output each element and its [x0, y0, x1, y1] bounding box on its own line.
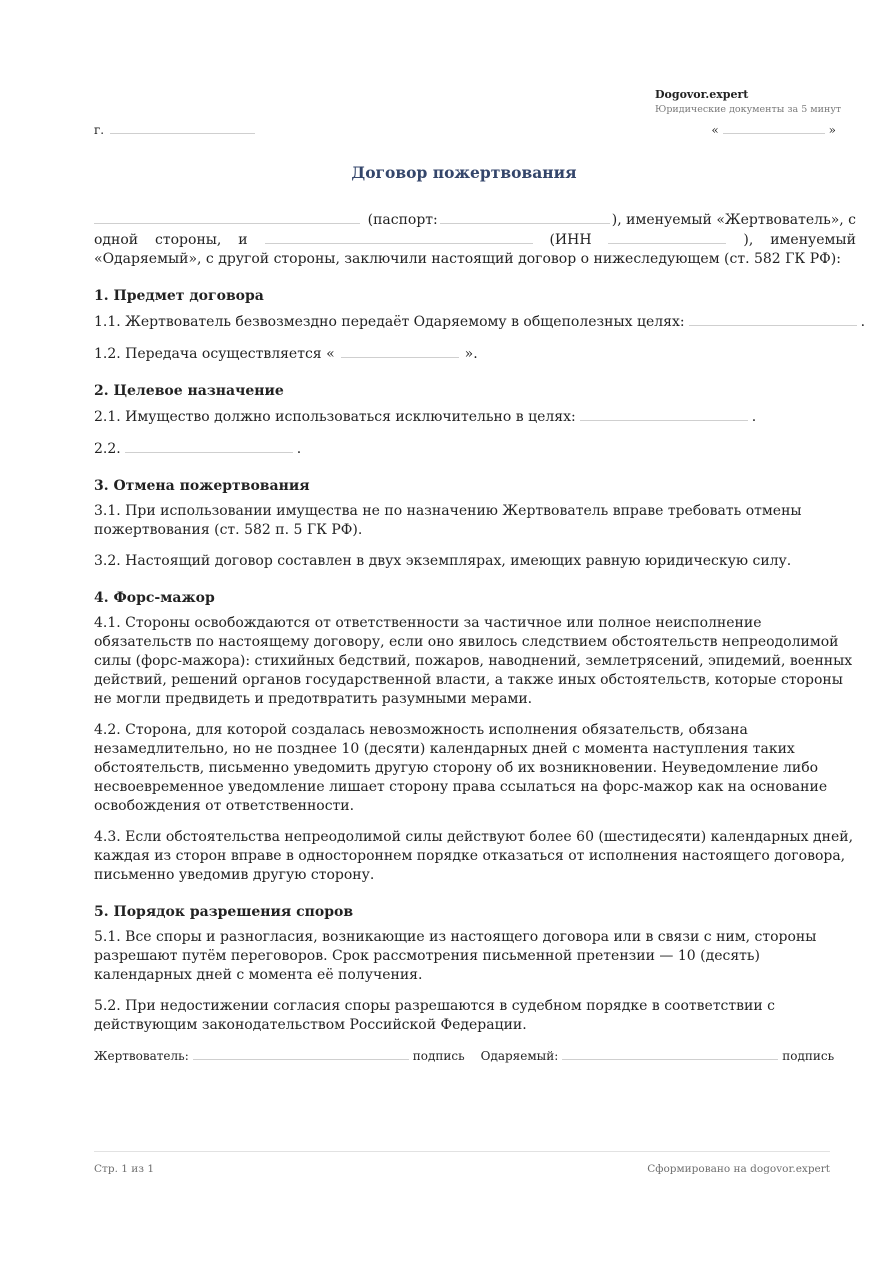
inn-close: ), [743, 232, 754, 248]
signature-line [94, 1046, 854, 1063]
donee-sign-label: Одаряемый: [480, 1049, 559, 1063]
donor-signature-blank[interactable] [193, 1046, 409, 1060]
clause-5-1: 5.1. Все споры и разногласия, возникающие из настоящего договора или в связи с ним, стороны разрешают путём переговоров. Срок рассмотрения письменной претензии — 10 (десять) календарных дней с момента её получения. [94, 929, 817, 983]
inn-open: (ИНН [549, 232, 592, 248]
clause-2-2: 2.2. . [94, 441, 302, 457]
document-body [94, 210, 866, 1047]
intro-paragraph [94, 210, 856, 269]
donor-sign-label: Жертвователь: [94, 1049, 189, 1063]
brand-block [655, 88, 841, 116]
clause-1-1: 1.1. Жертвователь безвозмездно передаёт Одаряемому в общеполезных целях: . [94, 314, 866, 330]
clause-3-1: 3.1. При использовании имущества не по назначению Жертвователь вправе требовать отмены пожертвования (ст. 582 п. 5 ГК РФ). [94, 503, 802, 538]
clause-2-1-blank[interactable] [580, 407, 748, 421]
generated-note: Сформировано на dogovor.expert [647, 1163, 830, 1175]
clause-2-1: 2.1. Имущество должно использоваться исключительно в целях: . [94, 409, 757, 425]
section-1-heading: 1. Предмет договора [94, 288, 264, 304]
date-close-quote: » [828, 123, 836, 137]
clause-4-2: 4.2. Сторона, для которой создалась невозможность исполнения обязательств, обязана незамедлительно, но не позднее 10 (десяти) календарных дней с момента наступления таких обстоятельств, письменно уведомить другую сторону об их возникновении. Неуведомление либо несвоевременное уведомление лишает сторону права ссылаться на форс-мажор как на основание освобождения от ответственности. [94, 722, 828, 814]
passport-label: (паспорт: ), именуемый «Жертвователь», с [367, 212, 856, 228]
clause-2-2-blank[interactable] [125, 439, 293, 453]
brand-name: Dogovor.expert [655, 88, 749, 101]
section-5-heading: 5. Порядок разрешения споров [94, 904, 354, 920]
clause-4-3: 4.3. Если обстоятельства непреодолимой силы действуют более 60 (шестидесяти) календарных дней, каждая из сторон вправе в одностороннем порядке отказаться от исполнения настоящего договора, письменно уведомив другую сторону. [94, 829, 854, 883]
word-and: и [238, 232, 248, 248]
date-blank[interactable] [723, 120, 825, 134]
donee-name-blank[interactable] [265, 230, 533, 244]
clause-1-1-blank[interactable] [689, 312, 857, 326]
date-open-quote: « [711, 123, 719, 137]
clause-1-2: 1.2. Передача осуществляется « ». [94, 346, 478, 362]
word-side: стороны, [155, 232, 222, 248]
brand-tagline: Юридические документы за 5 минут [655, 104, 842, 116]
date-line [711, 120, 836, 137]
inn-blank[interactable] [608, 230, 726, 244]
city-blank[interactable] [110, 120, 255, 134]
city-line [94, 120, 255, 137]
intro-line-2 [94, 230, 856, 250]
section-3-heading: 3. Отмена пожертвования [94, 478, 310, 494]
intro-line-1 [94, 210, 856, 230]
donee-sign-caption: подпись [782, 1049, 835, 1063]
passport-blank[interactable] [440, 210, 610, 224]
donee-signature-blank[interactable] [562, 1046, 778, 1060]
clause-1-2-blank[interactable] [341, 344, 459, 358]
clause-4-1: 4.1. Стороны освобождаются от ответственности за частичное или полное неисполнение обязательств по настоящему договору, если оно явилось следствием обстоятельств непреодолимой силы (форс-мажора): стихийных бедствий, пожаров, наводнений, землетрясений, эпидемий, военных действий, решений органов государственной власти, а также иных обстоятельств, которые стороны не могли предвидеть и предотвратить разумными мерами. [94, 615, 853, 707]
document-title: Договор пожертвования [351, 163, 577, 182]
word-one: одной [94, 232, 139, 248]
donor-sign-caption: подпись [412, 1049, 465, 1063]
clause-5-2: 5.2. При недостижении согласия споры разрешаются в судебном порядке в соответствии с действующим законодательством Российской Федерации. [94, 998, 775, 1033]
donor-name-blank[interactable] [94, 210, 360, 224]
page-number: Стр. 1 из 1 [94, 1163, 155, 1175]
section-4-heading: 4. Форс-мажор [94, 590, 215, 606]
word-named: именуемый [770, 232, 856, 248]
section-2-heading: 2. Целевое назначение [94, 383, 284, 399]
clause-3-2: 3.2. Настоящий договор составлен в двух экземплярах, имеющих равную юридическую силу. [94, 553, 792, 569]
city-prefix: г. [94, 123, 105, 137]
footer-divider [94, 1151, 830, 1152]
intro-line-3: «Одаряемый», с другой стороны, заключили настоящий договор о нижеследующем (ст. 582 ГК РФ): [94, 251, 841, 267]
